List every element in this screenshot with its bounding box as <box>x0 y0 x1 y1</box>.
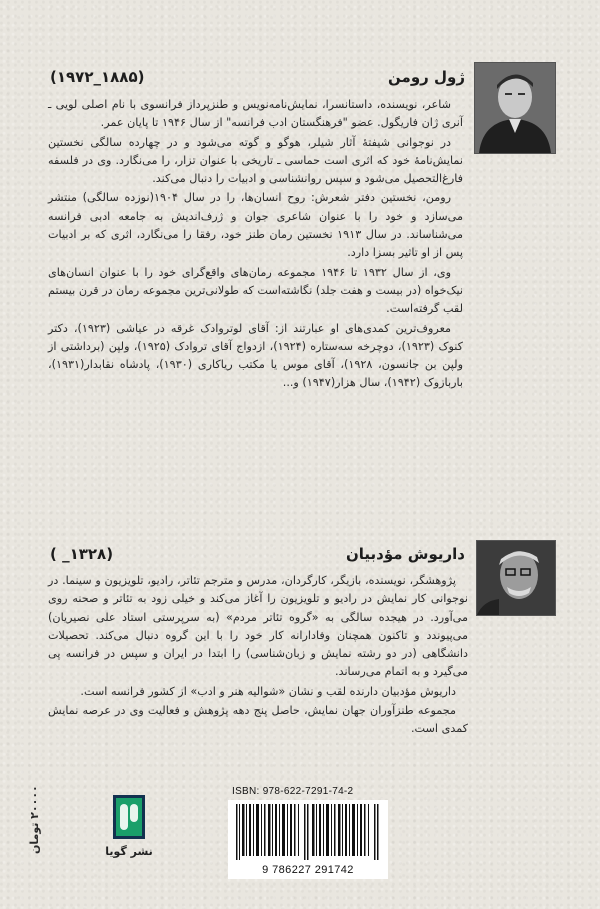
author1-heading <box>50 68 465 86</box>
author1-bio <box>48 96 463 394</box>
author1-paragraph: رومن، نخستین دفتر شعرش: روح انسان‌ها، را در سال ۱۹۰۴(نوزده سالگی) منتشر می‌سازد و خود را با عنوان شاعری جوان و ژرف‌اندیش به جامعه ادبی فرانسه می‌شناساند. در سال ۱۹۱۳ نخستین رمان طنز خود، رفقا را می‌نگارد، اثری که بر ادبیات پس از او تاثیر بسزا دارد. <box>48 191 464 260</box>
author1-years: (۱۸۸۵_۱۹۷۲) <box>50 68 145 86</box>
isbn-label: ISBN: 978-622-7291-74-2 <box>232 786 354 797</box>
author2-years: (۱۳۲۸_ ) <box>50 545 114 563</box>
author2-portrait <box>476 540 556 616</box>
author2-paragraph: مجموعه طنزآوران جهان نمایش، حاصل پنج دهه پژوهش و فعالیت وی در عرصه نمایش کمدی است. <box>48 704 468 736</box>
author2-paragraph: پژوهشگر، نویسنده، بازیگر، کارگردان، مدرس و مترجم تئاتر، رادیو، تلویزیون و سینما. در نوجوانی کار نمایش در رادیو و تلویزیون را آغاز می‌کند و خیلی زود به تئاتر و صحنه روی می‌آورد. در هیجده سالگی به «گروه تئاتر مردم» (به سرپرستی استاد علی نصیریان) می‌پیوندد و تاکنون همچنان وفادارانه کار خود را با این گروه دنبال می‌کند. تحصیلات دانشگاهی (در دو رشته نمایش و زبان‌شناسی) را ابتدا در ایران و سپس در فرانسه پی می‌گیرد و به اتمام می‌رساند. <box>48 574 468 679</box>
publisher-logo-mark <box>113 795 145 839</box>
author1-name: ژول رومن <box>388 68 465 86</box>
price-label: ۲۰۰۰۰ تومان <box>28 785 41 855</box>
author1-paragraph: وی، از سال ۱۹۳۲ تا ۱۹۴۶ مجموعه رمان‌های واقع‌گرای خود را با عنوان انسان‌های نیک‌خواه (در بیست و هفت جلد) نگاشته‌است که طولانی‌ترین مجموعه رمان در قرن بیستم لقب گرفته‌است. <box>48 265 463 316</box>
author1-portrait <box>474 62 556 154</box>
barcode-bars <box>234 804 382 860</box>
author1-paragraph: معروف‌ترین کمدی‌های او عبارتند از: آقای لوتروادک غرقه در عیاشی (۱۹۲۳)، دکتر کنوک (۱۹۲۳)، دوچرخه سه‌ستاره (۱۹۲۴)، ازدواج آقای تروادک (۱۹۲۵)، ولپن (برداشتی از ولپن بن جانسون، ۱۹۲۸)، آقای موس یا مکتب ریاکاری (۱۹۳۰)، پادشاه نقابدار(۱۹۳۱)، باربازوک (۱۹۴۲)، سال هزار(۱۹۴۷) و... <box>48 321 463 390</box>
publisher-logo <box>99 795 159 875</box>
barcode-number: 9 786227 291742 <box>228 864 388 879</box>
author2-paragraph: داریوش مؤدبیان دارنده لقب و نشان «شوالیه هنر و ادب» از کشور فرانسه است. <box>80 684 456 698</box>
barcode <box>228 800 388 864</box>
author1-paragraph: در نوجوانی شیفتهٔ آثار شیلر، هوگو و گوته می‌شود و در چهارده سالگی نخستین نمایش‌نامهٔ خود که اثری است حماسی ـ تاریخی با عنوان تزار، را می‌نگارد. وی در فلسفه فارغ‌التحصیل می‌شود و سپس روانشناسی و ادبیات را دنبال می‌کند. <box>48 135 463 186</box>
author2-name: داریوش مؤدبیان <box>345 545 465 563</box>
author2-heading <box>50 545 465 563</box>
publisher-name: نشر گویا <box>105 845 153 858</box>
author1-paragraph: شاعر، نویسنده، داستانسرا، نمایش‌نامه‌نویس و طنزپرداز فرانسوی با نام اصلی لویی ـ آنری ژان فاریگول. عضو "فرهنگستان ادب فرانسه" از سال ۱۹۴۶ تا پایان عمر. <box>48 98 463 130</box>
author2-bio <box>48 572 468 740</box>
